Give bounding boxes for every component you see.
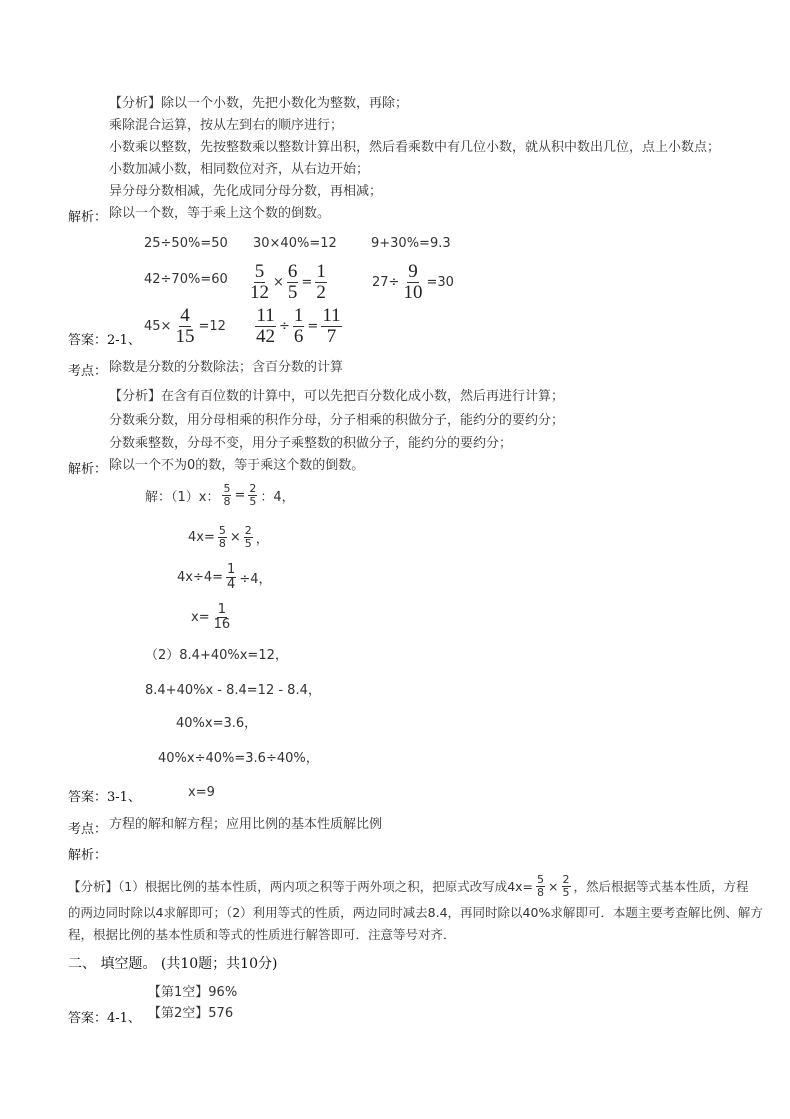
analysis-line: 程，根据比例的基本性质和等式的性质进行解答即可．注意等号对齐．	[68, 927, 456, 942]
analysis-line: 小数加减小数，相同数位对齐，从右边开始；	[109, 162, 370, 177]
fraction: $\frac{2}{5}$	[249, 482, 257, 508]
solution-step: 解：（1）x： $\frac{5}{8}$ = $\frac{2}{5}$ ：4，	[145, 482, 295, 508]
jiexi-label: 解析：	[68, 210, 108, 225]
fraction: $\frac{1}{16}$	[213, 602, 231, 632]
analysis-line: 小数乘以整数，先按整数乘以整数计算出积，然后看乘数中有几位小数，就从积中数出几位，点上小数点；	[109, 140, 721, 155]
fraction: $\frac{4}{15}$	[175, 305, 195, 347]
fraction-equation: 45× $\frac{4}{15}$ =12	[144, 305, 226, 347]
jiexi-label: 解析：	[68, 462, 108, 477]
fraction: $\frac{1}{4}$	[227, 562, 236, 592]
kaodian-text: 方程的解和解方程；应用比例的基本性质解比例	[109, 817, 383, 832]
fraction: $\frac{11}{7}$	[322, 305, 341, 347]
solution-step: x=9	[188, 785, 215, 800]
analysis-line: 乘除混合运算，按从左到右的顺序进行；	[109, 118, 344, 133]
analysis-line: 分数乘整数，分母不变，用分子乘整数的积做分子，能约分的要约分；	[109, 436, 513, 451]
kaodian-label: 考点：	[68, 822, 108, 837]
fraction: $\frac{5}{8}$	[537, 873, 545, 899]
analysis-line: 除以一个不为0的数，等于乘这个数的倒数。	[109, 458, 365, 473]
analysis-line: 【分析】除以一个小数，先把小数化为整数，再除；	[109, 96, 409, 111]
solution-step: （2）8.4+40%x=12，	[145, 648, 288, 663]
fraction: $\frac{5}{8}$	[218, 524, 226, 550]
analysis-line: 异分母分数相减，先化成同分母分数，再相减；	[109, 184, 383, 199]
jiexi-label: 解析：	[68, 848, 108, 863]
equation: 25÷50%=50	[144, 236, 228, 251]
kaodian-text: 除数是分数的分数除法；含百分数的计算	[109, 360, 344, 375]
fraction: $\frac{9}{10}$	[403, 261, 423, 303]
analysis-line: 除以一个数，等于乘上这个数的倒数。	[109, 206, 331, 221]
fraction: $\frac{2}{5}$	[562, 873, 570, 899]
solution-step: 40%x=3.6，	[176, 716, 258, 731]
solution-step: 8.4+40%x - 8.4=12 - 8.4，	[145, 683, 321, 698]
fraction-equation: $\frac{5}{12}$ × $\frac{6}{5}$ = $\frac{1}{2}$	[250, 261, 326, 303]
analysis-line: 【分析】在含有百位数的计算中，可以先把百分数化成小数，然后再进行计算；	[109, 389, 565, 404]
fraction: $\frac{2}{5}$	[244, 524, 252, 550]
fraction: $\frac{5}{12}$	[250, 261, 269, 303]
fraction-equation: $\frac{11}{42}$ ÷ $\frac{1}{6}$ = $\frac{11}{7}$	[256, 305, 341, 347]
blank-answer: 【第2空】576	[148, 1006, 234, 1021]
fraction: $\frac{5}{8}$	[223, 482, 231, 508]
fraction: $\frac{1}{2}$	[316, 261, 326, 303]
equation: 30×40%=12	[253, 236, 337, 251]
fraction-equation: 27÷ $\frac{9}{10}$ =30	[372, 261, 454, 303]
solution-step: x= $\frac{1}{16}$	[191, 602, 231, 632]
equation: 9+30%=9.3	[371, 236, 451, 251]
solution-step: 4x÷4= $\frac{1}{4}$ ÷4，	[177, 562, 272, 592]
fraction: $\frac{11}{42}$	[256, 305, 275, 347]
solution-step: 40%x÷40%=3.6÷40%，	[158, 751, 319, 766]
section-title: 二、 填空题。 (共10题；共10分)	[68, 956, 278, 972]
analysis-line: 分数乘分数，用分母相乘的积作分母，分子相乘的积做分子，能约分的要约分；	[109, 413, 565, 428]
answer-label: 答案：2-1、	[68, 333, 141, 348]
blank-answer: 【第1空】96%	[148, 985, 238, 1000]
fraction: $\frac{1}{6}$	[293, 305, 304, 347]
kaodian-label: 考点：	[68, 364, 108, 379]
answer-label: 答案：4-1、	[68, 1011, 141, 1026]
analysis-line: 的两边同时除以4求解即可；（2）利用等式的性质，两边同时减去8.4，再同时除以40%求解即可．本题主要考查解比例、解方	[68, 905, 763, 920]
equation: 42÷70%=60	[144, 272, 228, 287]
fraction: $\frac{6}{5}$	[287, 261, 298, 303]
answer-label: 答案：3-1、	[68, 790, 141, 805]
solution-step: 4x= $\frac{5}{8}$ × $\frac{2}{5}$ ，	[188, 524, 269, 550]
analysis-line: 【分析】（1）根据比例的基本性质，两内项之积等于两外项之积，把原式改写成4x= $\frac{5}{8}$ × $\frac{2}{5}$ ，然后根据等式基本性质，方程	[68, 873, 749, 899]
